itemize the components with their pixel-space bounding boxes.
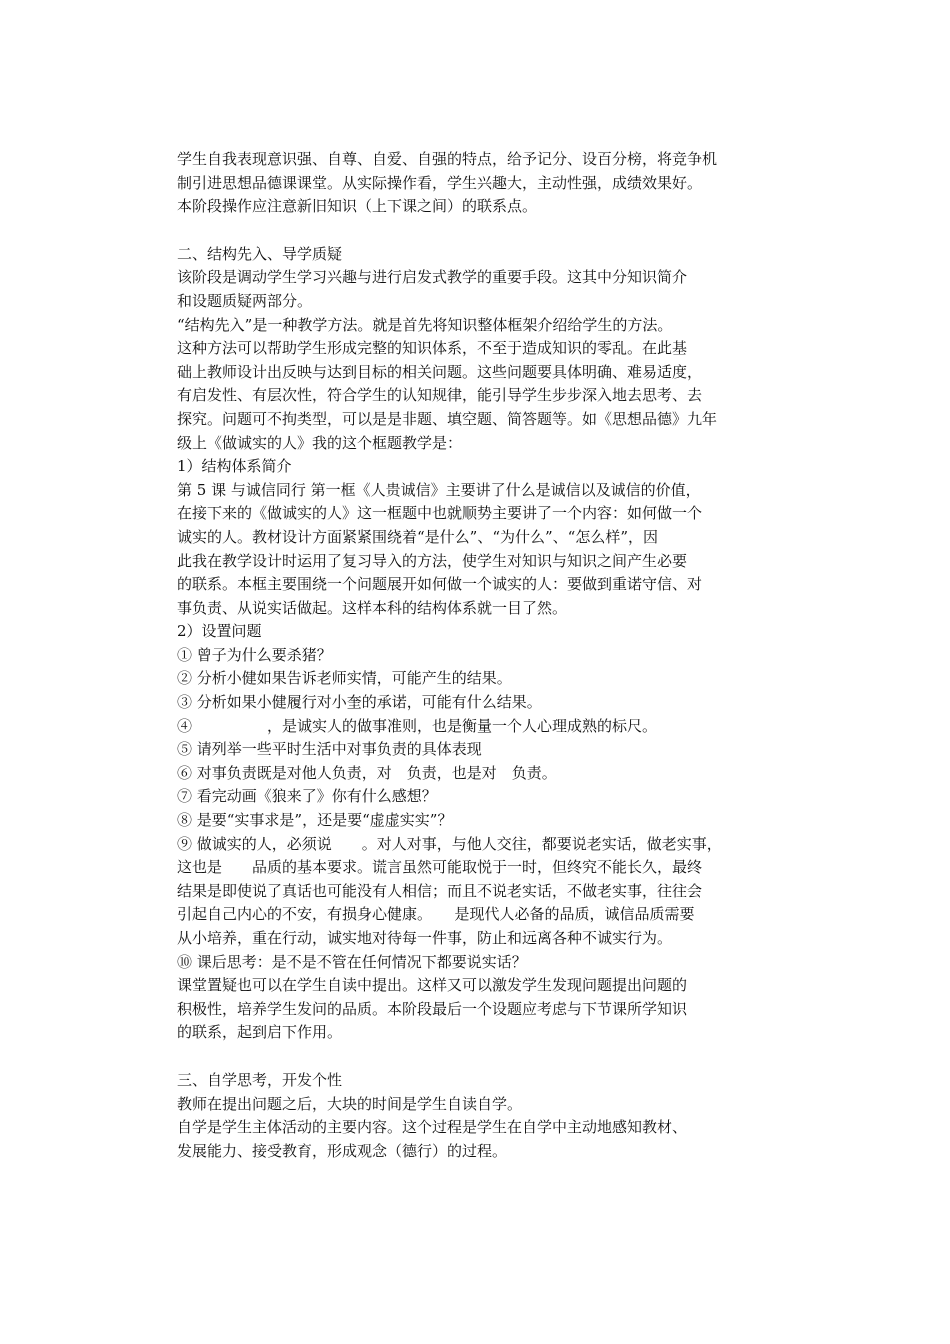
question-item: ③ 分析如果小健履行对小奎的承诺，可能有什么结果。: [177, 693, 542, 712]
subsection-heading: 1）结构体系简介: [177, 457, 292, 476]
text-line: 第 5 课 与诚信同行 第一框《人贵诚信》主要讲了什么是诚信以及诚信的价值，: [177, 480, 701, 499]
text-line: 这种方法可以帮助学生形成完整的知识体系，不至于造成知识的零乱。在此基: [177, 339, 688, 358]
text-line: 的联系。本框主要围绕一个问题展开如何做一个诚实的人：要做到重诺守信、对: [177, 575, 703, 594]
text-line: 和设题质疑两部分。: [177, 291, 313, 310]
text-line: 级上《做诚实的人》我的这个框题教学是：: [177, 433, 463, 452]
text-line: 该阶段是调动学生学习兴趣与进行启发式教学的重要手段。这其中分知识简介: [177, 268, 688, 287]
text-line: 有启发性、有层次性，符合学生的认知规律，能引导学生步步深入地去思考、去: [177, 386, 703, 405]
text-line: 发展能力、接受教育，形成观念（德行）的过程。: [177, 1141, 508, 1160]
text-line: 在接下来的《做诚实的人》这一框题中也就顺势主要讲了一个内容：如何做一个: [177, 504, 703, 523]
section-structure-first: [177, 243, 767, 1045]
text-line: 从小培养，重在行动，诚实地对待每一件事，防止和远离各种不诚实行为。: [177, 929, 673, 947]
text-line: 诚实的人。教材设计方面紧紧围绕着“是什么”、“为什么”、“怎么样”，因: [177, 527, 659, 546]
question-item: ④ ，是诚实人的做事准则，也是衡量一个人心理成熟的标尺。: [177, 716, 658, 735]
text-line: 探究。问题可不拘类型，可以是是非题、填空题、简答题等。如《思想品德》九年: [177, 409, 718, 428]
text-line: 引起自己内心的不安，有损身心健康。 是现代人必备的品质，诚信品质需要: [177, 905, 695, 924]
question-item: ⑦ 看完动画《狼来了》你有什么感想？: [177, 787, 437, 806]
text-line: 这也是 品质的基本要求。谎言虽然可能取悦于一时，但终究不能长久，最终: [177, 858, 703, 877]
question-item: ⑥ 对事负责既是对他人负责，对 负责，也是对 负责。: [177, 763, 557, 782]
section-heading: 三、自学思考，开发个性: [177, 1070, 343, 1089]
question-item: ⑨ 做诚实的人，必须说 。对人对事，与他人交往，都要说老实话，做老实事，: [177, 834, 722, 853]
section-heading: 二、结构先入、导学质疑: [177, 244, 343, 263]
text-line: “结构先入”是一种教学方法。就是首先将知识整体框架介绍给学生的方法。: [177, 315, 673, 334]
section-self-study: [177, 1069, 767, 1163]
question-item: ⑩ 课后思考：是不是不管在任何情况下都要说实话？: [177, 952, 527, 971]
question-item: ① 曾子为什么要杀猪？: [177, 645, 332, 664]
text-line: 事负责、从说实话做起。这样本科的结构体系就一目了然。: [177, 598, 568, 617]
document-body: [177, 148, 767, 1163]
text-line: 此我在教学设计时运用了复习导入的方法，使学生对知识与知识之间产生必要: [177, 551, 688, 570]
question-item: ② 分析小健如果告诉老师实情，可能产生的结果。: [177, 669, 512, 688]
text-line: 教师在提出问题之后，大块的时间是学生自读自学。: [177, 1094, 523, 1113]
text-line: 课堂置疑也可以在学生自读中提出。这样又可以激发学生发现问题提出问题的: [177, 976, 688, 995]
text-line: 本阶段操作应注意新旧知识（上下课之间）的联系点。: [177, 197, 538, 216]
text-line: 结果是即使说了真话也可能没有人相信；而且不说老实话，不做老实事，往往会: [177, 881, 703, 900]
paragraph-gap: [177, 1045, 767, 1069]
text-line: 制引进思想品德课课堂。从实际操作看，学生兴趣大，主动性强，成绩效果好。: [177, 173, 703, 192]
paragraph-gap: [177, 219, 767, 243]
paragraph-intro-continued: [177, 148, 767, 219]
text-line: 的联系，起到启下作用。: [177, 1023, 343, 1042]
text-line: 自学是学生主体活动的主要内容。这个过程是学生在自学中主动地感知教材、: [177, 1118, 688, 1137]
subsection-heading: 2）设置问题: [177, 622, 262, 641]
text-line: 学生自我表现意识强、自尊、自爱、自强的特点，给予记分、设百分榜，将竞争机: [177, 150, 718, 168]
question-item: ⑧ 是要“实事求是”，还是要“虚虚实实”？: [177, 811, 453, 830]
question-item: ⑤ 请列举一些平时生活中对事负责的具体表现: [177, 740, 482, 759]
text-line: 积极性，培养学生发问的品质。本阶段最后一个设题应考虑与下节课所学知识: [177, 999, 688, 1018]
text-line: 础上教师设计出反映与达到目标的相关问题。这些问题要具体明确、难易适度，: [177, 362, 703, 381]
